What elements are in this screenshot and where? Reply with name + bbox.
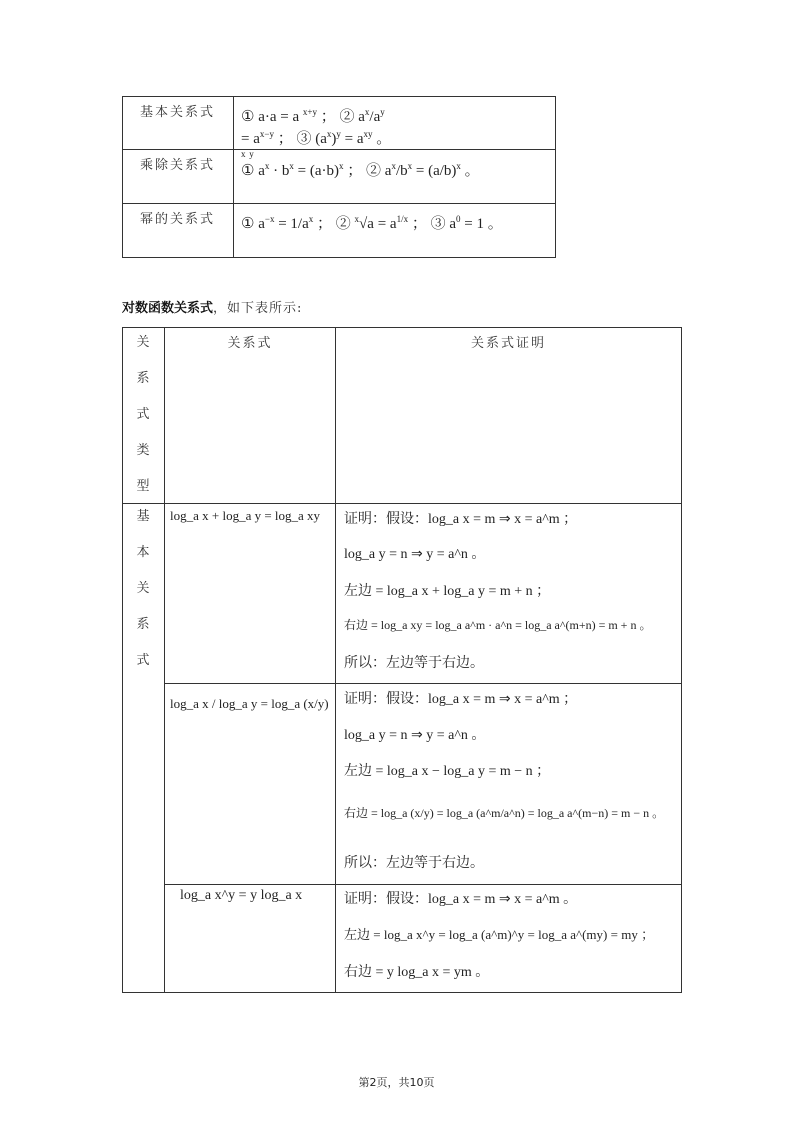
proof-line: 证明：假设：log_a x = m ⇒ x = a^m 。	[344, 892, 578, 907]
proof-line: 右边 = log_a (x/y) = log_a (a^m/a^n) = log_a a^(m−n) = m − n 。	[344, 806, 665, 820]
page-number: 第2页，共10页	[358, 1076, 435, 1089]
rhs-text: = (a·b)	[297, 163, 339, 179]
log-formula-power: log_a x^y = y log_a x	[180, 888, 303, 903]
expr-text: a·a = a	[258, 109, 300, 125]
proof-line: 左边 = log_a x^y = log_a (a^m)^y = log_a a^(my) = my ；	[344, 927, 655, 942]
log-formula-quotient: log_a x / log_a y = log_a (x/y)	[170, 696, 329, 711]
proof-line: log_a y = n ⇒ y = a^n 。	[344, 728, 486, 743]
section-heading: 对数函数关系式，如下表所示:	[122, 301, 303, 316]
header-formula: 关系式	[227, 336, 273, 351]
proof-line: log_a y = n ⇒ y = a^n 。	[344, 547, 486, 562]
proof-line: 左边 = log_a x − log_a y = m − n ；	[344, 764, 551, 779]
group-basic-relations: 基 本 关 系 式	[136, 509, 152, 668]
row-type-label: 幂的关系式	[140, 212, 216, 227]
proof-line: 右边 = log_a xy = log_a a^m · a^n = log_a a^(m+n) = m + n 。	[344, 618, 652, 632]
proof-line: 右边 = y log_a x = ym 。	[344, 965, 490, 980]
formula-basic: ① a·a = a $^{x+y}$ ； ② $a^x/a^y$ = $a^{x-y}$ ； ③ $(a^x)^y = a^{xy}$ 。 x y	[241, 107, 392, 159]
proof-conclusion: 所以：左边等于右边。	[344, 856, 484, 871]
header-type-column: 关 系 式 类 型	[136, 335, 152, 494]
row-type-label: 乘除关系式	[140, 158, 216, 173]
formula-multiply-divide: ① $a^x \cdot b^x = (a\cdot b)^x$ ； ② $a^x/b^x = (a/b)^x$ 。	[241, 161, 480, 179]
proof-line: 左边 = log_a x + log_a y = m + n ；	[344, 584, 551, 599]
header-proof: 关系式证明	[470, 336, 546, 351]
proof-conclusion: 所以：左边等于右边。	[344, 656, 484, 671]
proof-line: 证明：假设：log_a x = m ⇒ x = a^m ；	[344, 692, 578, 707]
row-type-label: 基本关系式	[140, 105, 216, 120]
formula-power: ① $a^{-x} = 1/a^x$ ； ② $^x√a = a^{1/x}$ ； ③ $a^0 = 1$ 。	[241, 214, 503, 232]
log-formula-product: log_a x + log_a y = log_a xy	[170, 508, 321, 523]
proof-line: 证明：假设：log_a x = m ⇒ x = a^m ；	[344, 512, 578, 527]
